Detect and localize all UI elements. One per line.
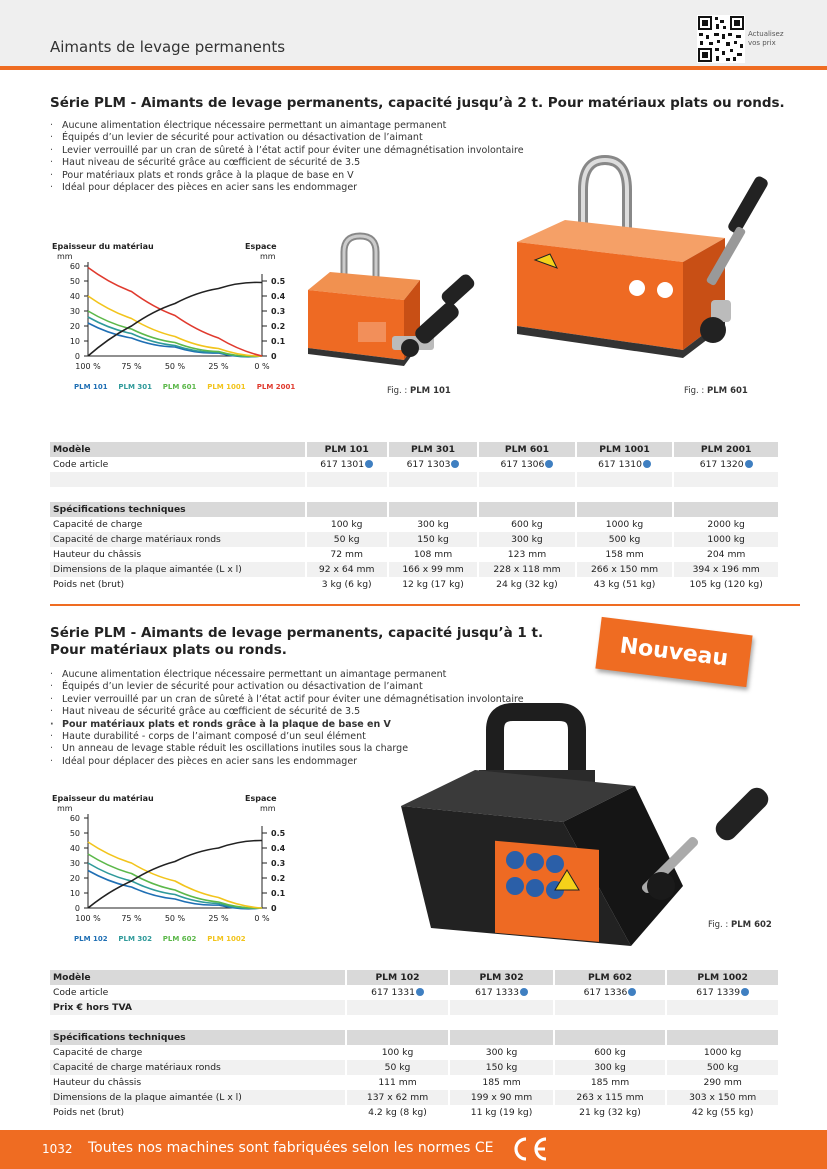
table-cell: 1000 kg: [674, 532, 778, 547]
legend-entry: PLM 302: [118, 935, 153, 943]
table-cell: 185 mm: [450, 1075, 552, 1090]
y2-tick-label: 0: [271, 904, 277, 913]
spec-table-series1: [48, 442, 780, 592]
table-cell: 394 x 196 mm: [674, 562, 778, 577]
article-info-icon: [416, 988, 424, 996]
ce-mark-icon: [510, 1135, 550, 1163]
table-cell: [667, 1030, 778, 1045]
y2-tick-label: 0.1: [271, 889, 286, 898]
table-row: [50, 1075, 778, 1090]
y-tick-label: 40: [69, 844, 80, 853]
table-subheader-row: [50, 1030, 778, 1045]
table-header-row: [50, 442, 778, 457]
table-cell: [389, 487, 477, 502]
table-cell: 300 kg: [389, 517, 477, 532]
table-cell: [450, 1015, 552, 1030]
table-cell: 105 kg (120 kg): [674, 577, 778, 592]
table-cell: 199 x 90 mm: [450, 1090, 552, 1105]
y-tick-label: 50: [69, 277, 80, 286]
table-cell: 100 kg: [347, 1045, 449, 1060]
table-cell: [307, 502, 387, 517]
legend-entry: PLM 101: [74, 383, 108, 391]
table-cell: 617 1333: [450, 985, 552, 1000]
y2-tick-label: 0.2: [271, 874, 286, 883]
table-cell: 1000 kg: [667, 1045, 778, 1060]
list-item: · Équipés d’un levier de sécurité pour activation ou désactivation de l’aimant: [50, 681, 524, 693]
table-cell: 72 mm: [307, 547, 387, 562]
y-tick-label: 10: [69, 337, 80, 346]
table-subheader: Spécifications techniques: [50, 1030, 345, 1045]
table-header-row: [50, 970, 778, 985]
y2-tick-label: 0.4: [271, 292, 286, 301]
table-cell: [667, 1000, 778, 1015]
y2-tick-label: 0.2: [271, 322, 286, 331]
y-tick-label: 30: [69, 307, 80, 316]
table-cell: [479, 487, 575, 502]
table-cell: [577, 487, 673, 502]
table-cell: [555, 1000, 666, 1015]
y2-tick-label: 0.3: [271, 307, 286, 316]
x-tick-label: 50 %: [164, 362, 186, 371]
table-cell: [674, 502, 778, 517]
table-row: [50, 457, 778, 472]
section1-bullets: [50, 120, 524, 194]
table-cell: 500 kg: [667, 1060, 778, 1075]
table-cell: 300 kg: [450, 1045, 552, 1060]
table-subheader-row: [50, 502, 778, 517]
table-cell: [50, 487, 305, 502]
y-tick-label: 60: [69, 814, 80, 823]
y-tick-label: 20: [69, 874, 80, 883]
table-cell: 185 mm: [555, 1075, 666, 1090]
product-photo-plm601: [505, 150, 805, 380]
list-item: · Levier verrouillé par un cran de sûreté à l’état actif pour éviter une démagnétisation involontaire: [50, 145, 524, 157]
section2-title: Série PLM - Aimants de levage permanents, capacité jusqu’à 1 t. Pour matériaux plats ou ronds.: [50, 625, 544, 658]
row-header: Modèle: [50, 442, 305, 457]
figure-caption-plm602: Fig. : PLM 602: [708, 920, 772, 930]
table-cell: [307, 472, 387, 487]
product-photo-plm101: [300, 232, 500, 377]
y-tick-label: 10: [69, 889, 80, 898]
table-cell: 92 x 64 mm: [307, 562, 387, 577]
table-cell: 617 1303: [389, 457, 477, 472]
left-axis-title: Epaisseur du matériau: [52, 794, 154, 803]
table-cell: 42 kg (55 kg): [667, 1105, 778, 1120]
article-info-icon: [628, 988, 636, 996]
article-info-icon: [451, 460, 459, 468]
list-item: · Haut niveau de sécurité grâce au cœfficient de sécurité de 3.5: [50, 157, 524, 169]
table-cell: [555, 1030, 666, 1045]
table-cell: 303 x 150 mm: [667, 1090, 778, 1105]
table-cell: [50, 1015, 345, 1030]
y-tick-label: 50: [69, 829, 80, 838]
table-cell: 500 kg: [577, 532, 673, 547]
table-row: [50, 547, 778, 562]
list-item: · Pour matériaux plats et ronds grâce à la plaque de base en V: [50, 170, 524, 182]
right-axis-unit: mm: [260, 252, 276, 261]
table-row: [50, 1060, 778, 1075]
row-label: Code article: [50, 457, 305, 472]
legend-entry: PLM 601: [162, 383, 197, 391]
list-item: · Idéal pour déplacer des pièces en acier sans les endommager: [50, 182, 524, 194]
list-item: · Idéal pour déplacer des pièces en acier sans les endommager: [50, 756, 524, 768]
product-photo-plm602: [395, 700, 800, 950]
table-row: [50, 1045, 778, 1060]
footer-band: [0, 1130, 827, 1169]
table-cell: [450, 1000, 552, 1015]
table-cell: [389, 502, 477, 517]
row-label: Prix € hors TVA: [50, 1000, 345, 1015]
row-label: Code article: [50, 985, 345, 1000]
y2-tick-label: 0.3: [271, 859, 286, 868]
table-cell: 50 kg: [347, 1060, 449, 1075]
table-cell: 1000 kg: [577, 517, 673, 532]
table-cell: 266 x 150 mm: [577, 562, 673, 577]
y2-tick-label: 0.4: [271, 844, 286, 853]
table-cell: 24 kg (32 kg): [479, 577, 575, 592]
table-cell: [347, 1000, 449, 1015]
table-cell: [577, 472, 673, 487]
page-number: 1032: [42, 1142, 73, 1156]
table-cell: 617 1331: [347, 985, 449, 1000]
table-cell: 50 kg: [307, 532, 387, 547]
row-label: Capacité de charge matériaux ronds: [50, 1060, 345, 1075]
table-row: [50, 562, 778, 577]
table-cell: 21 kg (32 kg): [555, 1105, 666, 1120]
row-header: Modèle: [50, 970, 345, 985]
row-label: Hauteur du châssis: [50, 1075, 345, 1090]
table-cell: 3 kg (6 kg): [307, 577, 387, 592]
x-tick-label: 100 %: [75, 914, 101, 923]
article-info-icon: [741, 988, 749, 996]
table-cell: 300 kg: [479, 532, 575, 547]
table-cell: [479, 472, 575, 487]
series-line: [88, 863, 262, 908]
column-header: PLM 102: [347, 970, 449, 985]
table-cell: [450, 1030, 552, 1045]
table-cell: 617 1306: [479, 457, 575, 472]
y-tick-label: 20: [69, 322, 80, 331]
table-row: [50, 1000, 778, 1015]
right-axis-unit: mm: [260, 804, 276, 813]
row-label: Capacité de charge: [50, 517, 305, 532]
y2-tick-label: 0: [271, 352, 277, 361]
row-label: Capacité de charge matériaux ronds: [50, 532, 305, 547]
table-cell: 43 kg (51 kg): [577, 577, 673, 592]
table-cell: [479, 502, 575, 517]
y-tick-label: 0: [74, 352, 80, 361]
legend-entry: PLM 2001: [256, 383, 296, 391]
table-cell: [577, 502, 673, 517]
left-axis-unit: mm: [57, 252, 73, 261]
table-row: [50, 577, 778, 592]
row-label: Dimensions de la plaque aimantée (L x l): [50, 562, 305, 577]
row-label: Hauteur du châssis: [50, 547, 305, 562]
table-cell: 11 kg (19 kg): [450, 1105, 552, 1120]
y-tick-label: 40: [69, 292, 80, 301]
x-tick-label: 75 %: [121, 362, 142, 371]
x-tick-label: 75 %: [121, 914, 142, 923]
new-badge: Nouveau: [595, 617, 752, 687]
table-cell: 617 1301: [307, 457, 387, 472]
list-item: · Équipés d’un levier de sécurité pour activation ou désactivation de l’aimant: [50, 132, 524, 144]
right-axis-title: Espace: [245, 242, 277, 251]
chart-thickness-gap-1: [40, 236, 300, 396]
x-tick-label: 50 %: [164, 914, 186, 923]
x-tick-label: 25 %: [208, 914, 229, 923]
x-tick-label: 0 %: [254, 914, 270, 923]
table-cell: [674, 472, 778, 487]
row-label: Poids net (brut): [50, 1105, 345, 1120]
footer-text: Toutes nos machines sont fabriquées selon les normes CE: [88, 1140, 494, 1156]
table-cell: 300 kg: [555, 1060, 666, 1075]
column-header: PLM 1001: [577, 442, 673, 457]
list-item: · Aucune alimentation électrique nécessaire permettant un aimantage permanent: [50, 120, 524, 132]
header-divider: [0, 66, 827, 70]
column-header: PLM 101: [307, 442, 387, 457]
table-row: [50, 532, 778, 547]
row-label: Poids net (brut): [50, 577, 305, 592]
table-cell: 263 x 115 mm: [555, 1090, 666, 1105]
x-tick-label: 0 %: [254, 362, 270, 371]
table-cell: 617 1310: [577, 457, 673, 472]
x-tick-label: 25 %: [208, 362, 229, 371]
table-cell: 228 x 118 mm: [479, 562, 575, 577]
table-cell: [347, 1015, 449, 1030]
table-cell: 123 mm: [479, 547, 575, 562]
table-cell: 600 kg: [479, 517, 575, 532]
left-axis-title: Epaisseur du matériau: [52, 242, 154, 251]
table-row: [50, 517, 778, 532]
table-cell: 111 mm: [347, 1075, 449, 1090]
table-cell: 600 kg: [555, 1045, 666, 1060]
figure-caption-plm601: Fig. : PLM 601: [684, 386, 748, 396]
figure-caption-plm101: Fig. : PLM 101: [387, 386, 451, 396]
table-cell: 108 mm: [389, 547, 477, 562]
row-label: Dimensions de la plaque aimantée (L x l): [50, 1090, 345, 1105]
table-cell: 150 kg: [389, 532, 477, 547]
list-item: · Haute durabilité - corps de l’aimant composé d’un seul élément: [50, 731, 524, 743]
right-axis-title: Espace: [245, 794, 277, 803]
table-cell: 137 x 62 mm: [347, 1090, 449, 1105]
table-cell: 290 mm: [667, 1075, 778, 1090]
table-cell: [347, 1030, 449, 1045]
column-header: PLM 2001: [674, 442, 778, 457]
table-row: [50, 985, 778, 1000]
y-tick-label: 0: [74, 904, 80, 913]
table-cell: 4.2 kg (8 kg): [347, 1105, 449, 1120]
chart-thickness-gap-2: [40, 788, 300, 948]
table-cell: 2000 kg: [674, 517, 778, 532]
table-subheader: Spécifications techniques: [50, 502, 305, 517]
table-cell: 204 mm: [674, 547, 778, 562]
table-cell: 150 kg: [450, 1060, 552, 1075]
table-cell: 617 1339: [667, 985, 778, 1000]
list-item: · Aucune alimentation électrique nécessaire permettant un aimantage permanent: [50, 669, 524, 681]
legend-entry: PLM 102: [74, 935, 108, 943]
article-info-icon: [520, 988, 528, 996]
section1-title: Série PLM - Aimants de levage permanents, capacité jusqu’à 2 t. Pour matériaux plats ou ronds.: [50, 95, 785, 111]
legend-entry: PLM 301: [118, 383, 153, 391]
page-title: Aimants de levage permanents: [50, 38, 286, 56]
table-cell: [555, 1015, 666, 1030]
table-cell: 617 1336: [555, 985, 666, 1000]
column-header: PLM 602: [555, 970, 666, 985]
legend-entry: PLM 1002: [207, 935, 246, 943]
y-tick-label: 60: [69, 262, 80, 271]
spec-table-series2: [48, 970, 780, 1120]
row-label: Capacité de charge: [50, 1045, 345, 1060]
table-cell: [389, 472, 477, 487]
table-cell: 100 kg: [307, 517, 387, 532]
section-divider: [50, 604, 800, 606]
x-tick-label: 100 %: [75, 362, 101, 371]
list-item: · Pour matériaux plats et ronds grâce à la plaque de base en V: [50, 719, 524, 731]
table-cell: 166 x 99 mm: [389, 562, 477, 577]
left-axis-unit: mm: [57, 804, 73, 813]
table-cell: [50, 472, 305, 487]
table-row: [50, 1090, 778, 1105]
article-info-icon: [745, 460, 753, 468]
column-header: PLM 601: [479, 442, 575, 457]
table-cell: 12 kg (17 kg): [389, 577, 477, 592]
gap-curve-line: [88, 840, 262, 908]
column-header: PLM 302: [450, 970, 552, 985]
y-tick-label: 30: [69, 859, 80, 868]
table-cell: [674, 487, 778, 502]
y2-tick-label: 0.5: [271, 829, 286, 838]
table-row: [50, 1105, 778, 1120]
article-info-icon: [643, 460, 651, 468]
table-cell: 617 1320: [674, 457, 778, 472]
list-item: · Un anneau de levage stable réduit les oscillations inutiles sous la charge: [50, 743, 524, 755]
list-item: · Levier verrouillé par un cran de sûreté à l’état actif pour éviter une démagnétisation involontaire: [50, 694, 524, 706]
column-header: PLM 301: [389, 442, 477, 457]
y2-tick-label: 0.1: [271, 337, 286, 346]
qr-code-icon[interactable]: [697, 15, 745, 63]
table-cell: [667, 1015, 778, 1030]
column-header: PLM 1002: [667, 970, 778, 985]
article-info-icon: [365, 460, 373, 468]
table-cell: [307, 487, 387, 502]
y2-tick-label: 0.5: [271, 277, 286, 286]
list-item: · Haut niveau de sécurité grâce au cœfficient de sécurité de 3.5: [50, 706, 524, 718]
table-cell: 158 mm: [577, 547, 673, 562]
qr-note: Actualisez vos prix: [748, 30, 784, 47]
legend-entry: PLM 1001: [207, 383, 246, 391]
legend-entry: PLM 602: [162, 935, 197, 943]
article-info-icon: [545, 460, 553, 468]
